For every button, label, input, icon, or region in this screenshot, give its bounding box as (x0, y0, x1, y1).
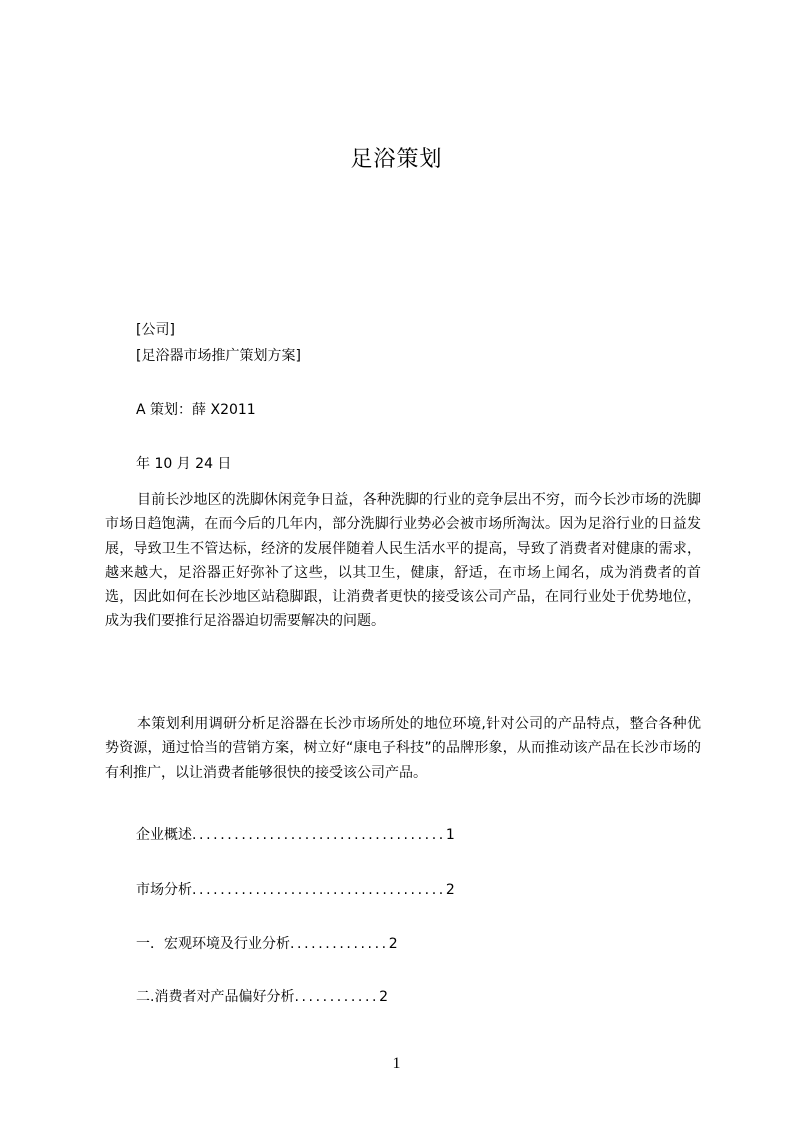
plan-summary-paragraph: 本策划利用调研分析足浴器在长沙市场所处的地位环境,针对公司的产品特点，整合各种优势资源，通过恰当的营销方案，树立好“康电子科技”的品牌形象，从而推动该产品在长沙市场的有利推广，以让消费者能够很快的接受该公司产品。 (105, 716, 701, 781)
toc-entry-leader: .................................... (192, 827, 446, 843)
toc-entry[interactable] (136, 824, 455, 844)
toc-entry[interactable] (136, 933, 398, 953)
toc-entry-label: 企业概述 (136, 827, 192, 843)
toc-entry-label: 二.消费者对产品偏好分析 (136, 989, 295, 1005)
toc-entry[interactable] (136, 879, 455, 899)
toc-entry-label: 一．宏观环境及行业分析 (136, 936, 290, 952)
intro-paragraph: 目前长沙地区的洗脚休闲竞争日益，各种洗脚的行业的竞争层出不穷，而今长沙市场的洗脚市场日趋饱满，在而今后的几年内，部分洗脚行业势必会被市场所淘汰。因为足浴行业的日益发展，导致卫生不管达标，经济的发展伴随着人民生活水平的提高，导致了消费者对健康的需求，越来越大，足浴器正好弥补了这些，以其卫生，健康，舒适，在市场上闻名，成为消费者的首选，因此如何在长沙地区站稳脚跟，让消费者更快的接受该公司产品，在同行业处于优势地位，成为我们要推行足浴器迫切需要解决的问题。 (105, 492, 701, 630)
page-number: 1 (392, 1055, 401, 1072)
toc-entry-page: 2 (445, 882, 455, 898)
toc-entry-page: 2 (388, 936, 398, 952)
toc-entry-leader: .............. (290, 936, 389, 952)
plan-name-line: [足浴器市场推广策划方案] (136, 348, 301, 364)
date-line: 年 10 月 24 日 (136, 456, 232, 472)
toc-entry-leader: ............ (294, 989, 380, 1005)
toc-entry-leader: .................................... (192, 882, 446, 898)
toc-entry-page: 2 (379, 989, 388, 1005)
document-title: 足浴策划 (350, 147, 443, 172)
toc-entry-page: 1 (445, 827, 455, 843)
author-line: A 策划：薛 X2011 (136, 402, 256, 418)
company-line: [公司] (136, 322, 175, 338)
toc-entry[interactable] (136, 986, 388, 1006)
toc-entry-label: 市场分析 (136, 882, 192, 898)
